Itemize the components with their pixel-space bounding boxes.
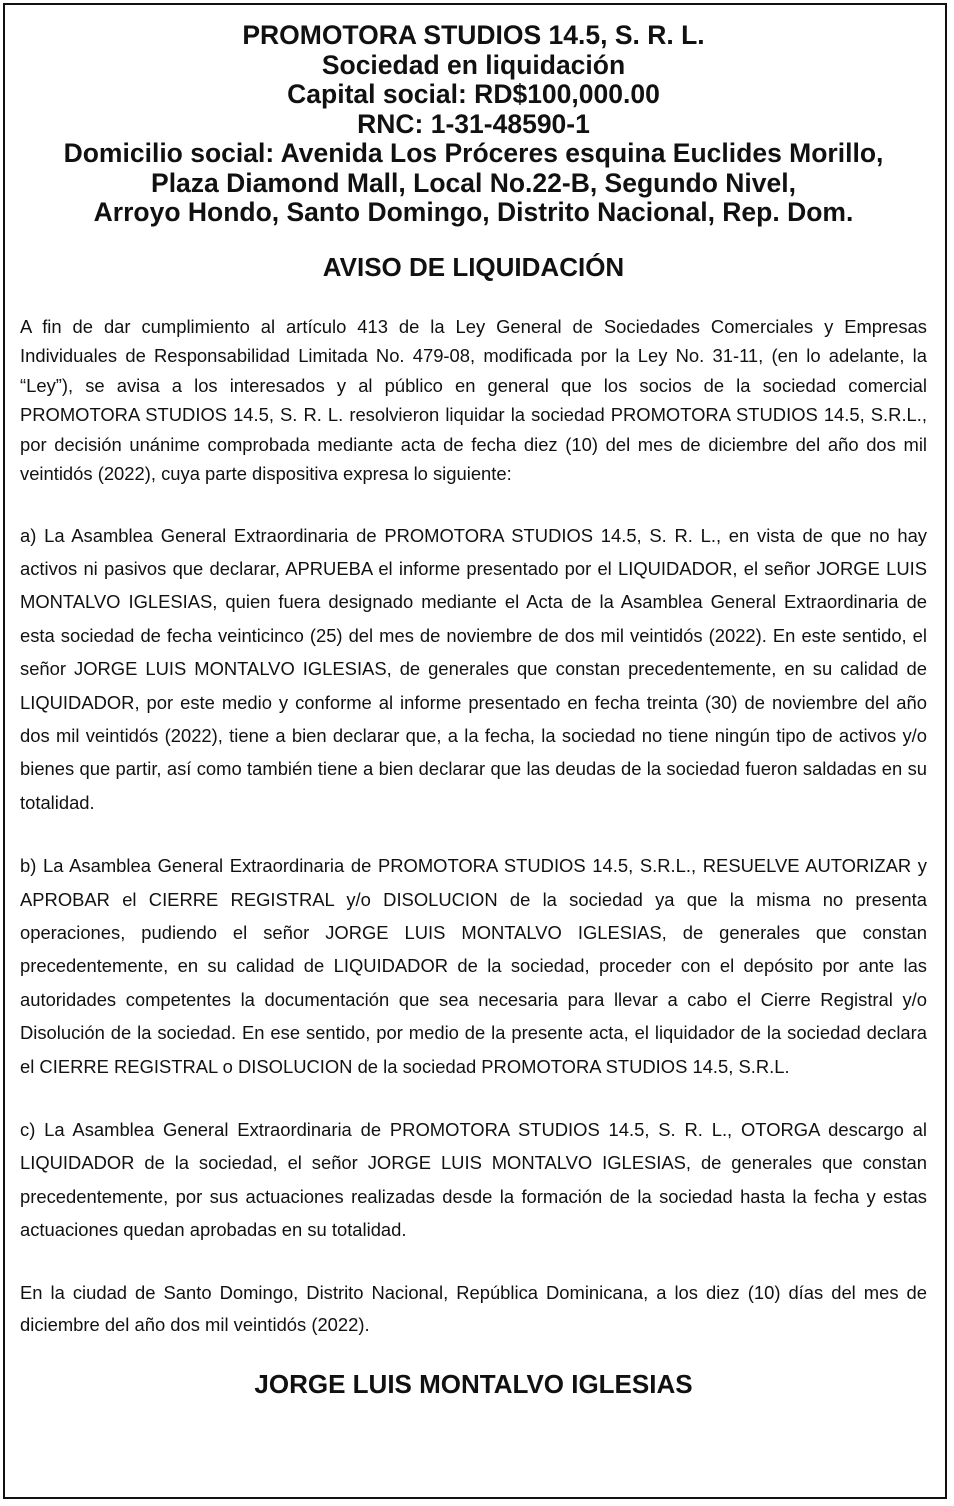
- notice-content: [20, 21, 927, 1399]
- company-capital: Capital social: RD$100,000.00: [287, 79, 660, 109]
- company-address-line-1: Domicilio social: Avenida Los Próceres esquina Euclides Morillo,: [63, 138, 884, 168]
- signature-name: JORGE LUIS MONTALVO IGLESIAS: [254, 1368, 693, 1399]
- company-address-line-2: Plaza Diamond Mall, Local No.22-B, Segundo Nivel,: [151, 167, 796, 198]
- closing-paragraph: En la ciudad de Santo Domingo, Distrito Nacional, República Dominicana, a los diez (10) días del mes de diciembre del año dos mil veintidós (2022).: [20, 1281, 927, 1335]
- notice-title: AVISO DE LIQUIDACIÓN: [322, 251, 625, 282]
- company-rnc: RNC: 1-31-48590-1: [357, 108, 590, 139]
- resolution-b-paragraph: b) La Asamblea General Extraordinaria de PROMOTORA STUDIOS 14.5, S.R.L., RESUELVE AUTORIZAR y APROBAR el CIERRE REGISTRAL y/o DISOLUCION de la sociedad ya que la misma no presenta operaciones, pudiendo el señor JORGE LUIS MONTALVO IGLESIAS, de generales que constan precedentemente, en su calidad de LIQUIDADOR de la sociedad, proceder con el depósito por ante las autoridades competentes la documentación que sea necesaria para llevar a cabo el Cierre Registral y/o Disolución de la sociedad. En ese sentido, por medio de la presente acta, el liquidador de la sociedad declara el CIERRE REGISTRAL o DISOLUCION de la sociedad PROMOTORA STUDIOS 14.5, S.R.L.: [20, 855, 927, 1077]
- company-header: [20, 21, 927, 228]
- company-status: Sociedad en liquidación: [321, 49, 626, 80]
- company-name: PROMOTORA STUDIOS 14.5, S. R. L.: [242, 20, 705, 50]
- resolution-c-paragraph: c) La Asamblea General Extraordinaria de PROMOTORA STUDIOS 14.5, S. R. L., OTORGA descargo al LIQUIDADOR de la sociedad, el señor JORGE LUIS MONTALVO IGLESIAS, de generales que constan precedentemente, por sus actuaciones realizadas desde la formación de la sociedad hasta la fecha y estas actuaciones quedan aprobadas en su totalidad.: [20, 1119, 927, 1241]
- intro-paragraph: A fin de dar cumplimiento al artículo 413 de la Ley General de Sociedades Comerciales y Empresas Individuales de Responsabilidad Limitada No. 479-08, modificada por la Ley No. 31-11, (en lo adelante, la “Ley”), se avisa a los interesados y al público en general que los socios de la sociedad comercial PROMOTORA STUDIOS 14.5, S. R. L. resolvieron liquidar la sociedad PROMOTORA STUDIOS 14.5, S.R.L., por decisión unánime comprobada mediante acta de fecha diez (10) del mes de diciembre del año dos mil veintidós (2022), cuya parte dispositiva expresa lo siguiente:: [20, 315, 927, 484]
- resolution-a-paragraph: a) La Asamblea General Extraordinaria de PROMOTORA STUDIOS 14.5, S. R. L., en vista de que no hay activos ni pasivos que declarar, APRUEBA el informe presentado por el LIQUIDADOR, el señor JORGE LUIS MONTALVO IGLESIAS, quien fuera designado mediante el Acta de la Asamblea General Extraordinaria de esta sociedad de fecha veinticinco (25) del mes de noviembre de dos mil veintidós (2022). En este sentido, el señor JORGE LUIS MONTALVO IGLESIAS, de generales que constan precedentemente, en su calidad de LIQUIDADOR, por este medio y conforme al informe presentado en fecha treinta (30) de noviembre del año dos mil veintidós (2022), tiene a bien declarar que, a la fecha, la sociedad no tiene ningún tipo de activos y/o bienes que partir, así como también tiene a bien declarar que las deudas de la sociedad fueron saldadas en su totalidad.: [20, 524, 927, 813]
- company-address-line-3: Arroyo Hondo, Santo Domingo, Distrito Nacional, Rep. Dom.: [93, 197, 854, 227]
